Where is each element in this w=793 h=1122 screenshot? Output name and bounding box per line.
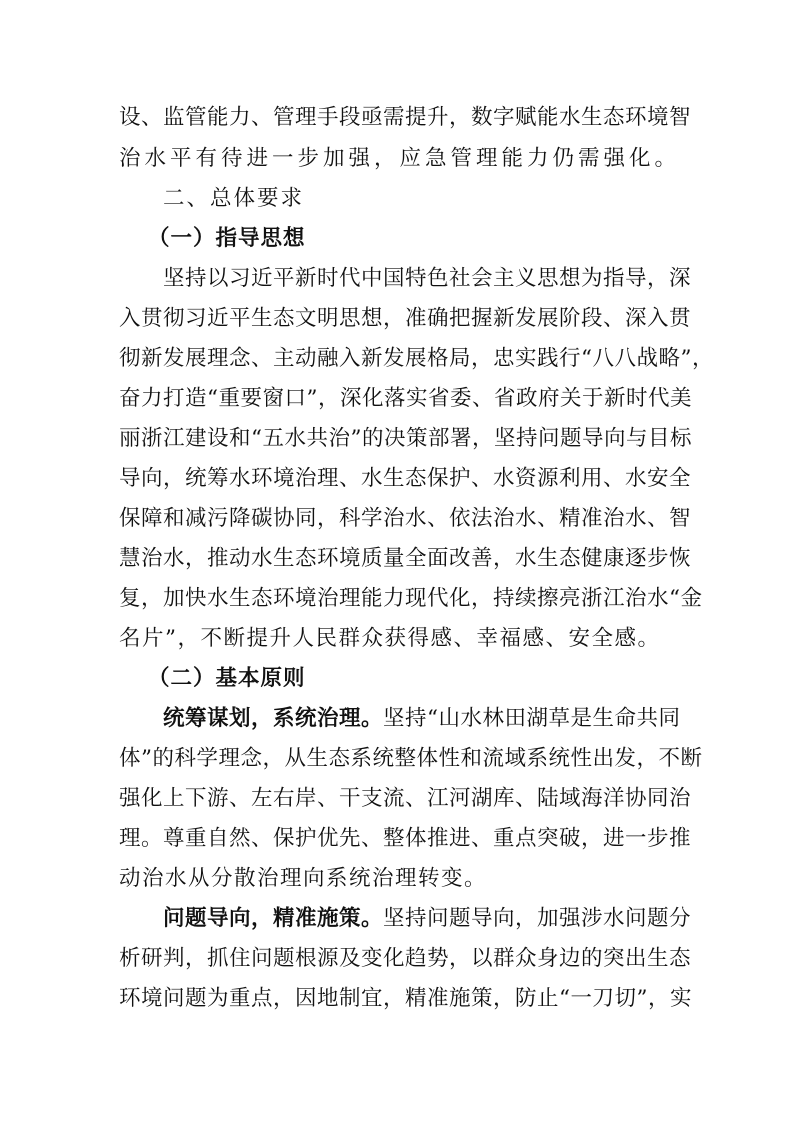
paragraph-line: 环境问题为重点，因地制宜，精准施策，防止“一刀切”，实 — [119, 986, 692, 1011]
paragraph-line: 析研判，抓住问题根源及变化趋势，以群众身边的突出生态 — [119, 946, 692, 971]
principle-lead: 统筹谋划，系统治理。 — [163, 706, 384, 731]
paragraph-line: 奋力打造“重要窗口”，深化落实省委、省政府关于新时代美 — [119, 386, 692, 411]
principle-first-line — [163, 704, 679, 734]
principle-first-line — [163, 904, 692, 934]
paragraph-line: 设、监管能力、管理手段亟需提升，数字赋能水生态环境智 — [119, 105, 692, 130]
paragraph-line: 彻新发展理念、主动融入新发展格局，忠实践行“八八战略”， — [119, 346, 714, 371]
paragraph-line: 名片”，不断提升人民群众获得感、幸福感、安全感。 — [119, 626, 661, 651]
paragraph-line: 入贯彻习近平生态文明思想，准确把握新发展阶段、深入贯 — [119, 306, 692, 331]
paragraph-line: 丽浙江建设和“五水共治”的决策部署，坚持问题导向与目标 — [119, 426, 692, 451]
section-heading: 二、总体要求 — [163, 186, 305, 211]
subsection-heading: （一）指导思想 — [148, 226, 306, 251]
subsection-heading: （二）基本原则 — [148, 666, 306, 691]
paragraph-line: 导向，统筹水环境治理、水生态保护、水资源利用、水安全 — [119, 466, 692, 491]
paragraph-line: 慧治水，推动水生态环境质量全面改善，水生态健康逐步恢 — [119, 546, 692, 571]
paragraph-line: 强化上下游、左右岸、干支流、江河湖库、陆域海洋协同治 — [119, 786, 692, 811]
paragraph-line: 复，加快水生态环境治理能力现代化，持续擦亮浙江治水“金 — [119, 586, 703, 611]
paragraph-line: 体”的科学理念，从生态系统整体性和流域系统性出发，不断 — [119, 746, 703, 771]
paragraph-line: 动治水从分散治理向系统治理转变。 — [119, 866, 488, 891]
paragraph-line: 坚持以习近平新时代中国特色社会主义思想为指导，深 — [163, 266, 692, 291]
principle-text: 坚持“山水林田湖草是生命共同 — [383, 706, 681, 731]
paragraph-line: 理。尊重自然、保护优先、整体推进、重点突破，进一步推 — [119, 826, 692, 851]
principle-text: 坚持问题导向，加强涉水问题分 — [383, 906, 692, 931]
paragraph-line: 保障和减污降碳协同，科学治水、依法治水、精准治水、智 — [119, 506, 692, 531]
paragraph-line: 治水平有待进一步加强，应急管理能力仍需强化。 — [119, 146, 681, 171]
principle-lead: 问题导向，精准施策。 — [163, 906, 384, 931]
